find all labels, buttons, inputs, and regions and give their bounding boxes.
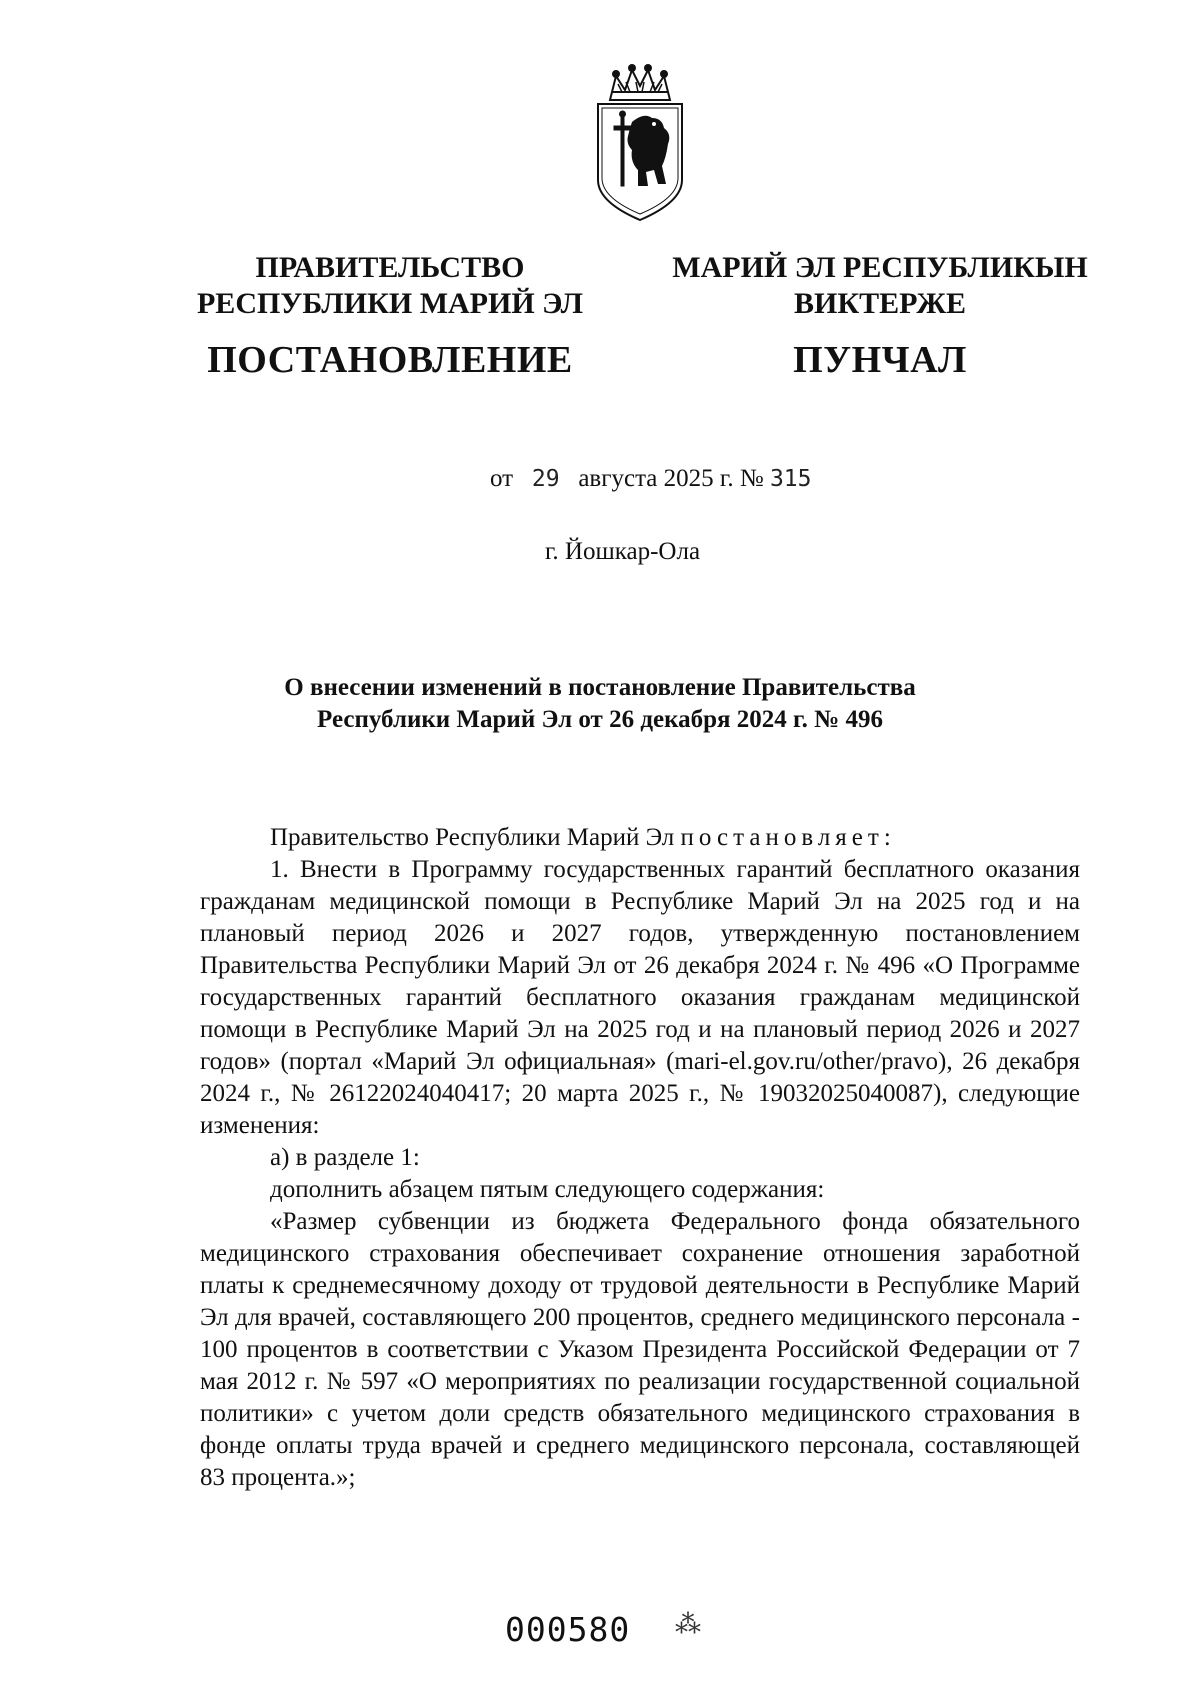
paragraph-2: а) в разделе 1: <box>270 1144 420 1171</box>
paragraph-3: дополнить абзацем пятым следующего содержания: <box>270 1176 825 1203</box>
header-left-line1: ПРАВИТЕЛЬСТВО <box>255 251 525 284</box>
intro-paragraph <box>200 822 1080 854</box>
issue-date-line <box>490 465 811 493</box>
issue-month-year: августа 2025 г. № <box>578 465 764 492</box>
header-mari <box>665 250 1095 381</box>
intro-prefix: Правительство Республики Марий Эл <box>270 824 675 851</box>
paragraph-1: 1. Внести в Программу государственных гарантий бесплатного оказания гражданам медицинской помощи в Республике Марий Эл на 2025 год и на плановый период 2026 и 2027 годов, утвержденную постановлением Правительства Республики Марий Эл от 26 декабря 2024 г. № 496 «О Программе государственных гарантий бесплатного оказания гражданам медицинской помощи в Республике Марий Эл на 2025 год и на плановый период 2026 и 2027 годов» (портал «Марий Эл официальная» (mari-el.gov.ru/other/pravo), 26 декабря 2024 г., № 26122024040417; 20 марта 2025 г., № 19032025040087), следующие изменения: <box>200 856 1080 1139</box>
serial-mark-icon: ⁂ <box>675 1610 701 1639</box>
coat-of-arms-emblem <box>592 62 688 230</box>
header-russian <box>190 250 590 381</box>
doc-type-russian: ПОСТАНОВЛЕНИЕ <box>207 339 573 381</box>
issue-number: 315 <box>769 466 812 492</box>
issue-city: г. Йошкар-Ола <box>545 538 701 565</box>
header-left-line2: РЕСПУБЛИКИ МАРИЙ ЭЛ <box>196 287 583 320</box>
date-prefix: от <box>490 465 514 492</box>
document-title <box>200 672 1000 736</box>
document-body <box>200 822 1080 1494</box>
header-right-line1: МАРИЙ ЭЛ РЕСПУБЛИКЫН <box>672 251 1088 284</box>
serial-number: 000580 <box>505 1610 631 1649</box>
paragraph-4: «Размер субвенции из бюджета Федерального фонда обязательного медицинского страхования обеспечивает сохранение отношения заработной платы к среднемесячному доходу от трудовой деятельности в Республике Марий Эл для врачей, составляющего 200 процентов, среднего медицинского персонала - 100 процентов в соответствии с Указом Президента Российской Федерации от 7 мая 2012 г. № 597 «О мероприятиях по реализации государственной социальной политики» с учетом доли средств обязательного медицинского страхования в фонде оплаты труда врачей и среднего медицинского персонала, составляющей 83 процента.»; <box>200 1208 1080 1491</box>
doc-type-mari: ПУНЧАЛ <box>793 339 967 381</box>
title-line2: Республики Марий Эл от 26 декабря 2024 г. № 496 <box>317 706 883 733</box>
intro-verb: постановляет: <box>680 824 896 851</box>
header-right-line2: ВИКТЕРЖЕ <box>793 287 967 320</box>
title-line1: О внесении изменений в постановление Правительства <box>284 674 916 701</box>
issue-day: 29 <box>531 466 560 492</box>
